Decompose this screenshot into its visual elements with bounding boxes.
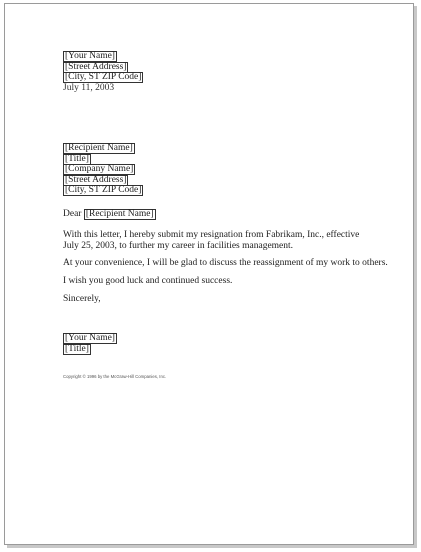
salutation-name-field[interactable]: [Recipient Name] (85, 209, 154, 219)
closing: Sincerely, (63, 294, 101, 304)
sender-street-field[interactable]: [Street Address] (65, 61, 127, 72)
recipient-street-field[interactable]: [Street Address] (65, 174, 127, 185)
sender-address-block (63, 51, 143, 93)
recipient-address-block (63, 143, 143, 196)
copyright-notice: Copyright © 1996 by the McGraw-Hill Companies, Inc. (63, 374, 167, 379)
recipient-city-field[interactable]: [City, ST ZIP Code] (65, 185, 142, 195)
signature-block (63, 333, 117, 354)
body-paragraph-3: I wish you good luck and continued success. (63, 276, 233, 286)
sender-name-field[interactable]: [Your Name] (65, 51, 115, 61)
signature-title-field[interactable]: [Title] (65, 343, 89, 354)
letter-date: July 11, 2003 (63, 82, 115, 93)
body-paragraph-1: With this letter, I hereby submit my resignation from Fabrikam, Inc., effective July 25, 2003, to further my career in facilities management. (63, 230, 360, 251)
recipient-title-field[interactable]: [Title] (65, 153, 89, 164)
letter-page (4, 3, 414, 545)
signature-name-field[interactable]: [Your Name] (65, 333, 115, 343)
recipient-company-field[interactable]: [Company Name] (65, 164, 134, 174)
salutation-prefix: Dear (63, 209, 84, 219)
salutation (63, 209, 156, 220)
recipient-name-field[interactable]: [Recipient Name] (65, 143, 133, 153)
sender-city-field[interactable]: [City, ST ZIP Code] (65, 72, 142, 82)
body-paragraph-2: At your convenience, I will be glad to discuss the reassignment of my work to others. (63, 258, 388, 268)
